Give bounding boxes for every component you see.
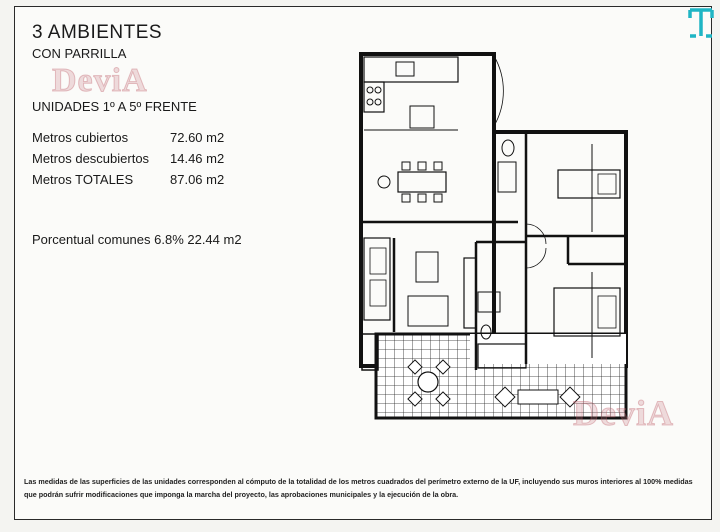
metric-row xyxy=(32,148,224,169)
units-label: UNIDADES 1º A 5º FRENTE xyxy=(32,99,197,114)
metric-row xyxy=(32,169,224,190)
page-subtitle: CON PARRILLA xyxy=(32,46,127,61)
metrics-table xyxy=(32,127,224,190)
watermark-bottom: DeviA xyxy=(573,393,674,433)
metric-row xyxy=(32,127,224,148)
metric-label: Metros descubiertos xyxy=(32,151,150,166)
metric-label: Metros cubiertos xyxy=(32,130,129,145)
floor-plan xyxy=(358,52,638,424)
metric-value: 14.46 m2 xyxy=(170,151,225,166)
metric-label: Metros TOTALES xyxy=(32,172,134,187)
metric-value: 87.06 m2 xyxy=(170,172,225,187)
watermark-top: DeviA xyxy=(52,62,148,99)
logo-icon xyxy=(686,6,716,40)
footnote-text: Las medidas de las superficies de las unidades corresponden al cómputo de la totalidad de los metros cuadrados del perímetro externo de la UF, incluyendo sus muros interiores al 100% medidas que podrán sufrir modificaciones que imponga la marcha del proyecto, las aprobaciones municipales y la ejecución de la obra. xyxy=(24,477,693,499)
metric-value: 72.60 m2 xyxy=(170,130,225,145)
page-title: 3 AMBIENTES xyxy=(32,22,163,43)
common-percentage: Porcentual comunes 6.8% 22.44 m2 xyxy=(32,232,242,247)
